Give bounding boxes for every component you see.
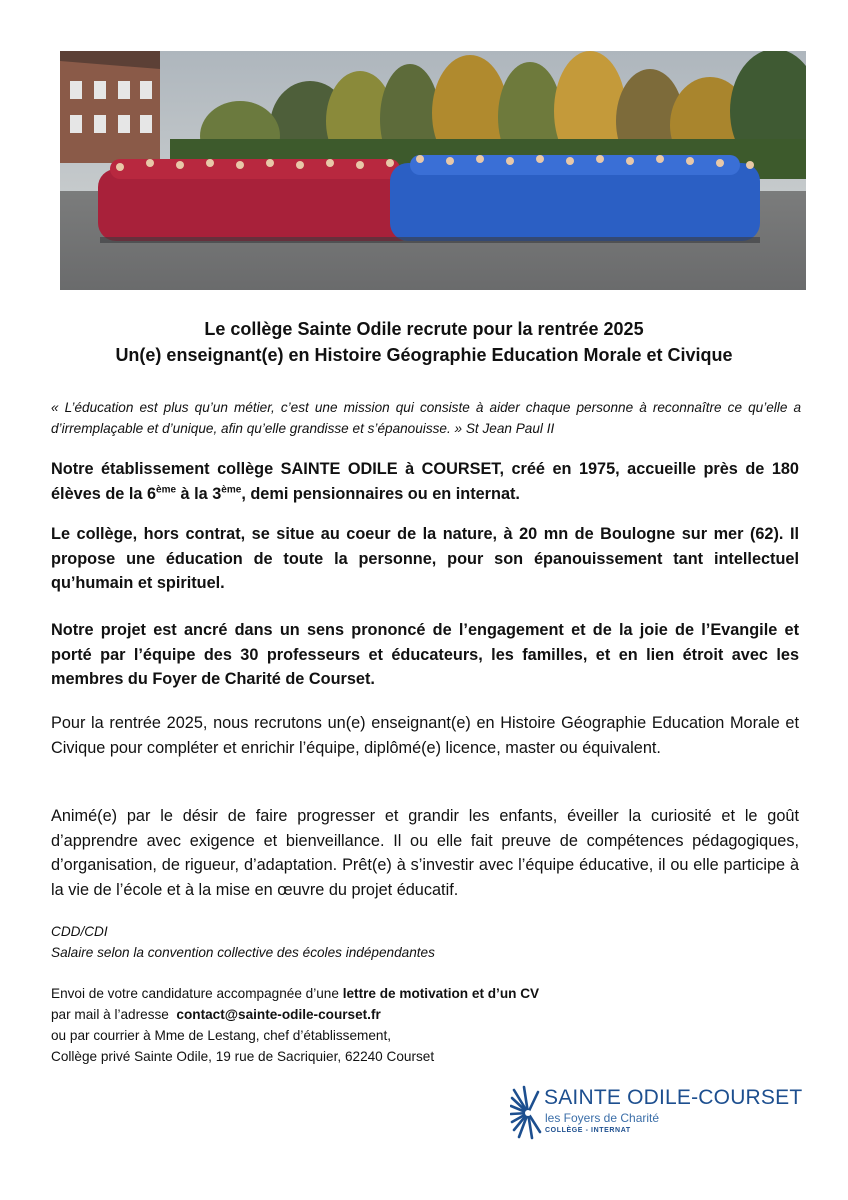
school-logo <box>510 1084 803 1144</box>
paragraph-profile: Animé(e) par le désir de faire progresser et grandir les enfants, éveiller la curiosité et le goût d’apprendre avec exigence et bienveillance. Il ou elle fait preuve de compétences pédagogiques, d’organisation, de rigueur, d’adaptation. Prêt(e) à s’investir avec l’équipe éducative, il ou elle participe à la vie de l’école et à la mise en œuvre du projet éducatif. <box>51 807 799 899</box>
application-line-2: par mail à l’adresse contact@sainte-odile-courset.fr <box>51 1007 381 1022</box>
contract-info <box>51 921 435 963</box>
group-photo <box>60 51 806 290</box>
application-line-1: Envoi de votre candidature accompagnée d’une lettre de motivation et d’un CV <box>51 986 540 1001</box>
paragraph-project: Notre projet est ancré dans un sens prononcé de l’engagement et de la joie de l’Evangile et porté par l’équipe des 30 professeurs et éducateurs, les familles, et en lien étroit avec les membres du Foyer de Charité de Courset. <box>51 621 799 688</box>
quote-text: « L’éducation est plus qu’un métier, c’est une mission qui consiste à aider chaque personne à reconnaître ce qu’elle a d’irremplaçable et d’unique, afin qu’elle grandisse et s’épanouisse. » St Jean Paul II <box>51 400 801 436</box>
page-subtitle: Un(e) enseignant(e) en Histoire Géographie Education Morale et Civique <box>115 345 733 365</box>
logo-subtitle: les Foyers de Charité <box>545 1111 660 1125</box>
contact-email-link[interactable]: contact@sainte-odile-courset.fr <box>176 1007 381 1022</box>
page-title-block <box>40 316 808 368</box>
sunburst-logo-icon <box>510 1084 542 1142</box>
paragraph-recruitment: Pour la rentrée 2025, nous recrutons un(e) enseignant(e) en Histoire Géographie Education Morale et Civique pour compléter et enrichir l’équipe, diplômé(e) licence, master ou équivalent. <box>51 714 799 757</box>
paragraph-location: Le collège, hors contrat, se situe au coeur de la nature, à 20 mn de Boulogne sur mer (62). Il propose une éducation de toute la personne, pour son épanouissement tant intellectuel qu’humain et spirituel. <box>51 525 799 592</box>
application-info <box>51 983 539 1067</box>
page-title: Le collège Sainte Odile recrute pour la rentrée 2025 <box>204 319 644 339</box>
logo-name: SAINTE ODILE-COURSET <box>544 1086 803 1109</box>
application-line-4: Collège privé Sainte Odile, 19 rue de Sacriquier, 62240 Courset <box>51 1049 435 1064</box>
paragraph-establishment: Notre établissement collège SAINTE ODILE à COURSET, créé en 1975, accueille près de 180 élèves de la 6ème à la 3ème, demi pensionnaires ou en internat. <box>51 460 799 503</box>
contract-type: CDD/CDI <box>51 924 108 939</box>
salary-info: Salaire selon la convention collective des écoles indépendantes <box>51 945 435 960</box>
group-photo-image <box>60 51 806 290</box>
logo-tagline: COLLÈGE - INTERNAT <box>545 1127 631 1134</box>
application-line-3: ou par courrier à Mme de Lestang, chef d’établissement, <box>51 1028 392 1043</box>
